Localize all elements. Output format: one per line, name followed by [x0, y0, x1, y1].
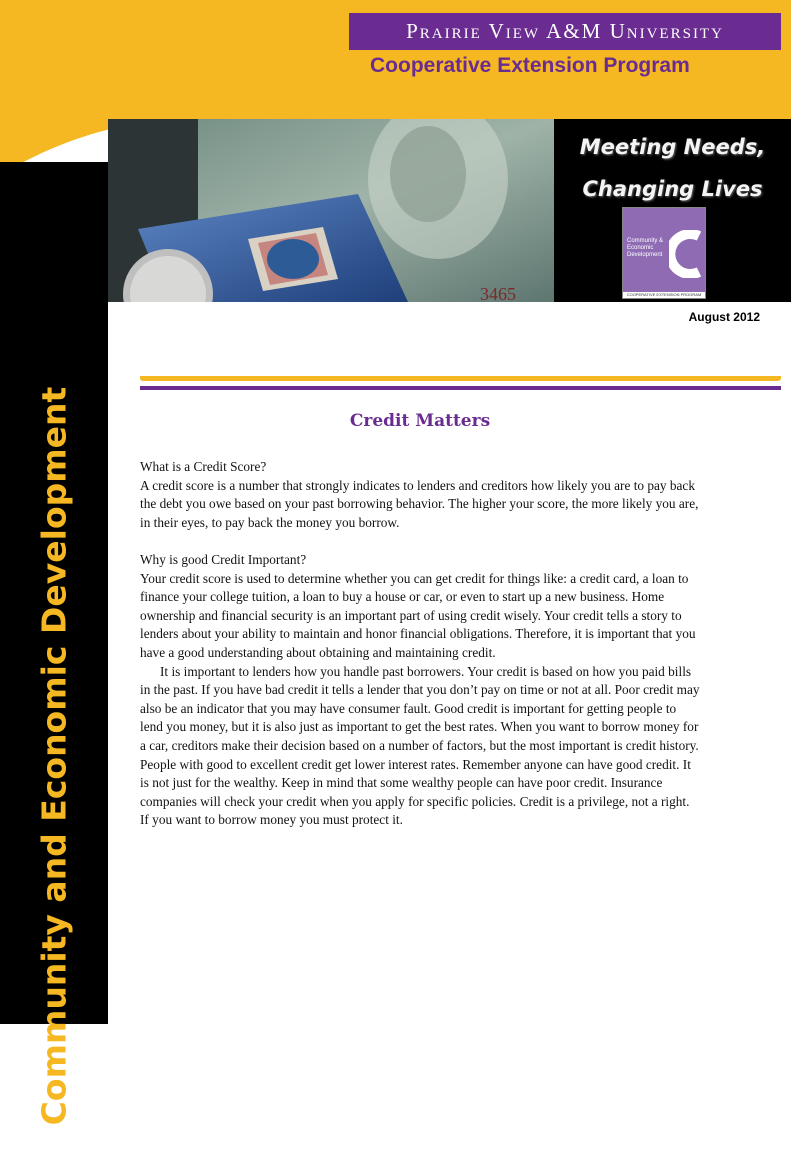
- ced-logo: [622, 207, 706, 299]
- sidebar-title: Community and Economic Development: [34, 386, 74, 1126]
- tagline-line-1: Meeting Needs,: [579, 135, 766, 159]
- section-heading: What is a Credit Score?: [140, 459, 267, 474]
- gold-divider: [140, 376, 781, 381]
- paragraph: A credit score is a number that strongly indicates to lenders and creditors how likely you are to pay back the debt you owe based on your past borrowing behavior. The higher your score, the more likely you are, in their eyes, to pay back the money you borrow.: [140, 477, 699, 530]
- card-digits: 3465: [480, 284, 516, 302]
- issue-date: August 2012: [688, 310, 760, 324]
- tagline-line-2: Changing Lives: [582, 177, 763, 201]
- logo-text: Community & Economic Development: [627, 238, 664, 258]
- paragraph: It is important to lenders how you handle past borrowers. Your credit is based on how you paid bills in the past. If you have bad credit it tells a lender that you don’t pay on time or not at all. Poor credit may also be an indicator that you may have consumer fault. Good credit is important for getting people to lend you money, but it is also just as important to get the best rates. When you want to borrow money for a car, creditors make their decision based on a number of factors, but the most important is credit history. People with good to excellent credit get lower interest rates. Remember anyone can have good credit. It is not just for the wealthy. Keep in mind that some wealthy people can have poor credit. Insurance companies will check your credit when you apply for specific policies. Credit is a privilege, not a right. If you want to borrow money you must protect it.: [140, 663, 700, 828]
- header-photo-credit-card: [108, 119, 554, 302]
- section-heading: Why is good Credit Important?: [140, 551, 307, 567]
- purple-divider: [140, 386, 781, 390]
- c-letter-icon: [669, 230, 705, 278]
- paragraph: Your credit score is used to determine whether you can get credit for things like: a credit card, a loan to finance your college tuition, a loan to buy a house or car, or even to start up a new business. Home ownership and financial security is an important part of using credit wisely. Your credit tells a story to lenders about your ability to maintain and honor financial obligations. Therefore, it is important that you have a good understanding about obtaining and maintaining credit.: [140, 570, 696, 660]
- university-name-banner: Prairie View A&M University: [349, 13, 781, 50]
- article-body: [140, 458, 700, 830]
- sidebar: [0, 162, 108, 1126]
- tagline: [560, 126, 785, 210]
- logo-footer: COOPERATIVE EXTENSION PROGRAM: [623, 292, 705, 298]
- program-title: Cooperative Extension Program: [370, 54, 690, 77]
- article-title: Credit Matters: [349, 411, 491, 431]
